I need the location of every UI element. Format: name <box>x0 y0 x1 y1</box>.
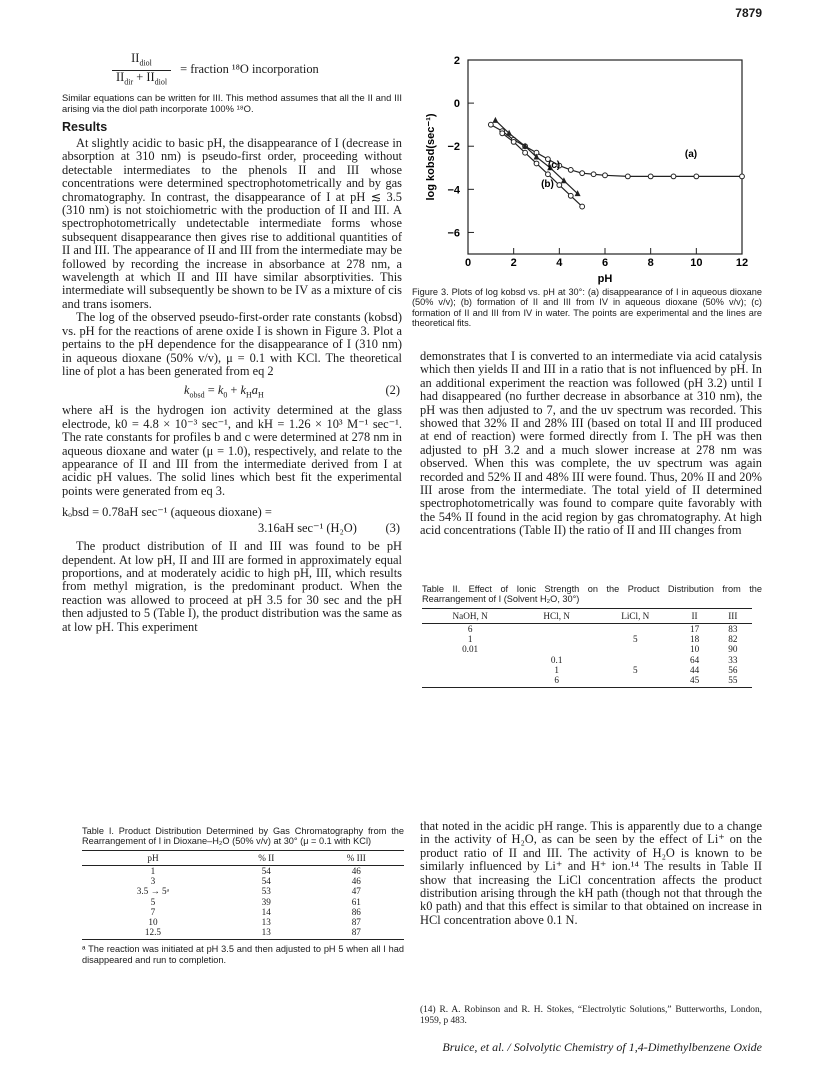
figure-caption: Figure 3. Plots of log kobsd vs. pH at 30°: (a) disappearance of I in aqueous dioxane (50% v/v); (b) formation of II and III from IV in aqueous dioxane (50% v/v); (c) formation of II and III from IV in water. The points are experimental and the lines are theoretical fits. <box>412 287 762 329</box>
data-point <box>580 204 585 209</box>
data-point <box>511 140 516 145</box>
table-cell: 45 <box>675 675 713 688</box>
table-cell: 5 <box>150 896 156 907</box>
data-point <box>648 174 653 179</box>
y-tick-label: −4 <box>447 184 460 197</box>
equation-2: $k_{obsd} = k_0 + k_Ha_H$ (2) <box>184 383 400 400</box>
table-row <box>82 886 404 896</box>
right-column <box>420 350 762 538</box>
table-row <box>422 665 752 675</box>
table-row <box>422 634 752 644</box>
right-column-continued <box>420 820 762 927</box>
y-tick-label: −2 <box>447 141 460 154</box>
table-cell: 6 <box>467 624 473 635</box>
table-cell: 0.01 <box>462 644 479 655</box>
table-row <box>82 917 404 927</box>
table-row <box>422 675 752 688</box>
table-1-footnote: ᵃ The reaction was initiated at pH 3.5 and then adjusted to pH 5 when all I had disappeared and run to completion. <box>82 944 404 965</box>
table-cell: 46 <box>351 876 361 887</box>
fraction-equation: $\frac{II_{diol}}{II_{dir} + II_{diol}}$ = fraction ¹⁸O incorporation <box>112 52 319 89</box>
table-row <box>82 866 404 877</box>
data-point <box>488 122 493 127</box>
table-cell: 64 <box>689 654 700 665</box>
data-point <box>568 168 573 173</box>
table-row <box>422 655 752 665</box>
page-number: 7879 <box>735 6 762 20</box>
table-cell <box>422 675 518 688</box>
paragraph: At slightly acidic to basic pH, the disappearance of I (decrease in absorption at 310 nm) is pseudo-first order, proceeding without detectable intermediates to the phenols II and III whose concentrations were determined spectrophotometrically and by gas chromatography. In contrast, the disappearance of I at pH ≲ 3.5 (310 nm) is not stoichiometric with the production of II and III. A spectrophotometrically undetectable intermediate forms whose subsequent disappearance then gives rise to additional quantities of II and III. The appearance of II and III from the intermediate may be followed by recording the increase in absorbance at 278 nm, a wavelength at which II and III have similar absorptivities. This intermediate will subsequently be shown to be IV as a mixture of cis and trans isomers. <box>62 136 402 311</box>
paragraph: The log of the observed pseudo-first-order rate constants (kobsd) vs. pH for the reactions of arene oxide I is shown in Figure 3. Plot a pertains to the pH dependence for the disappearance of I (310 nm) in aqueous dioxane (50% v/v), μ = 0.1 with KCl. The theoretical line of plot a has been generated from eq 2 <box>62 310 402 378</box>
x-tick-label: 8 <box>647 257 654 269</box>
table-header: LiCl, N <box>595 608 675 623</box>
data-point <box>492 117 498 123</box>
data-point <box>546 172 551 177</box>
table-cell: 3 <box>150 876 156 887</box>
table-cell: 53 <box>261 886 271 897</box>
data-point <box>580 171 585 176</box>
table-cell: 0.1 <box>550 654 563 665</box>
x-tick-label: 2 <box>510 257 517 269</box>
table-cell <box>518 624 595 635</box>
data-point <box>568 193 573 198</box>
plot-frame <box>468 60 742 254</box>
paragraph: where aH is the hydrogen ion activity determined at the glass electrode, k0 = 4.8 × 10⁻³ sec⁻¹, and kH = 1.26 × 10³ M⁻¹ sec⁻¹. The rate constants for profiles b and c were determined at 278 nm in aqueous dioxane and water (μ = 1.0), respectively, and relate to the appearance of II and III from the intermediate derived from I at acidic pH values. The solid lines which best fit the experimental points were generated from eq 3. <box>62 403 402 498</box>
table-cell <box>595 644 675 654</box>
table-cell <box>422 655 518 665</box>
paragraph: demonstrates that I is converted to an intermediate via acid catalysis which then yields II and III in a ratio that is not influenced by pH. In an additional experiment the reaction was followed (pH 3.2) until I had disappeared (no further decrease in absorbance at 310 nm), the pH was then adjusted to 7, and the uv spectrum was recorded. This showed that 32% II and 28% III (based on total II and III produced at end of reaction) were formed directly from I. The pH was then adjusted to pH 3.2 and a much slower increase at 278 nm was observed. When this was complete, the uv spectrum was again recorded and 52% II and 48% III were found. Thus, 20% II and 20% III arose from the intermediate. The total yield of II determined spectrophotometrically was found to compare quite favorably with the 54% II found in the acid region by gas chromatography. At high acid concentrations (Table II) the ratio of II and III changes from <box>420 349 762 538</box>
x-tick-label: 10 <box>690 257 703 269</box>
y-tick-label: 0 <box>453 98 460 111</box>
table-cell: 10 <box>148 917 158 928</box>
table-cell: 12.5 <box>82 927 224 940</box>
table-cell: 83 <box>728 624 738 635</box>
x-axis-label: pH <box>597 273 613 285</box>
results-heading: Results <box>62 120 108 134</box>
data-point <box>523 150 528 155</box>
table-cell: 18 <box>689 634 700 645</box>
table-cell <box>518 644 595 654</box>
table-row <box>82 927 404 940</box>
figure-3 <box>412 40 762 290</box>
table-header: HCl, N <box>518 608 595 623</box>
table-2 <box>422 584 762 688</box>
y-tick-label: −6 <box>447 227 460 240</box>
x-tick-label: 12 <box>735 257 749 269</box>
table-cell: 1 <box>467 634 473 645</box>
table-cell <box>595 624 675 635</box>
reference-14: (14) R. A. Robinson and R. H. Stokes, “Electrolytic Solutions,” Butterworths, London, 1959, p 483. <box>420 1005 762 1026</box>
series-label: (c) <box>547 159 561 171</box>
table-cell: 55 <box>714 675 752 688</box>
table-cell <box>422 665 518 675</box>
left-column <box>62 92 402 634</box>
table-header: NaOH, N <box>422 608 518 623</box>
table-cell: 7 <box>150 906 156 917</box>
x-tick-label: 6 <box>601 257 609 269</box>
table-cell: 54 <box>261 876 271 887</box>
data-point <box>603 173 608 178</box>
figure-3-chart <box>412 40 762 290</box>
running-footer: Bruice, et al. / Solvolytic Chemistry of 1,4-Dimethylbenzene Oxide <box>442 1040 762 1054</box>
series-line-a <box>491 125 742 177</box>
table-cell: 10 <box>689 644 700 655</box>
series-label: (b) <box>541 179 554 191</box>
x-tick-label: 0 <box>464 257 472 269</box>
table-cell <box>595 675 675 688</box>
intro-note: Similar equations can be written for III. This method assumes that all the II and III arising via the diol path incorporate 100% ¹⁸O. <box>62 92 402 114</box>
table-cell: 87 <box>351 917 361 928</box>
table-cell: 47 <box>351 886 361 897</box>
table-cell: 86 <box>351 906 361 917</box>
table-cell: 44 <box>689 664 700 675</box>
paragraph: that noted in the acidic pH range. This is apparently due to a change in the activity of H₂O, as can be seen by the effect of Li⁺ on the product ratio of II and III. The activity of H₂O is known to be similarly influenced by Li⁺ and H⁺ ion.¹⁴ The results in Table II show that increasing the LiCl concentration affects the product distribution arising through the kH path (though not that through the k0 path) and that this effect is similar to that obtained on increase in HCl concentration above 0.1 N. <box>420 819 762 927</box>
table-header: pH <box>82 850 224 865</box>
data-point <box>500 131 505 136</box>
table-header: II <box>675 608 713 623</box>
table-row <box>82 897 404 907</box>
table-cell: 13 <box>261 917 271 928</box>
data-point <box>534 161 539 166</box>
data-point <box>671 174 676 179</box>
table-cell: 39 <box>261 896 271 907</box>
table-cell <box>595 655 675 665</box>
y-tick-label: 2 <box>453 55 460 67</box>
table-cell <box>518 634 595 644</box>
table-cell: 5 <box>632 634 638 645</box>
table-header: III <box>714 608 752 623</box>
table-cell: 90 <box>728 644 738 655</box>
table-cell: 56 <box>728 664 738 675</box>
y-axis-label: log kobsd(sec⁻¹) <box>425 113 437 201</box>
table-cell: 3.5 → 5ᵃ <box>136 886 170 897</box>
table-cell: 61 <box>351 896 361 907</box>
table-1 <box>82 826 404 965</box>
table-row <box>422 644 752 654</box>
table-header: % III <box>309 850 404 865</box>
equation-3: kₒbsd = 0.78aH sec⁻¹ (aqueous dioxane) = 3.16aH sec⁻¹ (H₂O) (3) <box>62 505 400 536</box>
table-2-grid <box>422 608 752 688</box>
data-point <box>557 183 562 188</box>
table-cell: 17 <box>689 624 700 635</box>
data-point <box>694 174 699 179</box>
table-2-title: Table II. Effect of Ionic Strength on the Product Distribution from the Rearrangement of I (Solvent H₂O, 30°) <box>422 584 762 605</box>
table-row <box>422 624 752 635</box>
table-cell: 54 <box>261 866 271 877</box>
data-point <box>591 172 596 177</box>
data-point <box>740 174 745 179</box>
table-cell: 87 <box>309 927 404 940</box>
table-cell: 14 <box>261 906 271 917</box>
equation-rhs: = fraction ¹⁸O incorporation <box>180 62 319 77</box>
series-label: (a) <box>684 149 698 160</box>
table-cell: 1 <box>150 866 156 877</box>
table-cell: 13 <box>224 927 309 940</box>
table-1-title: Table I. Product Distribution Determined by Gas Chromatography from the Rearrangement of I in Dioxane–H₂O (50% v/v) at 30° (μ = 0.1 with KCl) <box>82 826 404 847</box>
table-cell: 1 <box>554 664 559 675</box>
data-point <box>625 174 630 179</box>
table-cell: 82 <box>728 634 738 645</box>
paragraph: The product distribution of II and III was found to be pH dependent. At low pH, II and III are formed in approximately equal proportions, and at moderately acidic to high pH, III, which results from methyl migration, is the predominant product. When the reaction was allowed to proceed at pH 3.5 for 30 sec and the pH then adjusted to 5 (Table I), the product distribution was the same as at low pH. This experiment <box>62 539 402 634</box>
table-row <box>82 907 404 917</box>
table-row <box>82 876 404 886</box>
table-cell: 5 <box>632 664 638 675</box>
table-cell: 6 <box>518 675 595 688</box>
table-header: % II <box>224 850 309 865</box>
table-cell: 33 <box>728 654 738 665</box>
x-tick-label: 4 <box>556 257 563 269</box>
table-1-grid <box>82 850 404 941</box>
table-cell: 46 <box>351 866 361 877</box>
